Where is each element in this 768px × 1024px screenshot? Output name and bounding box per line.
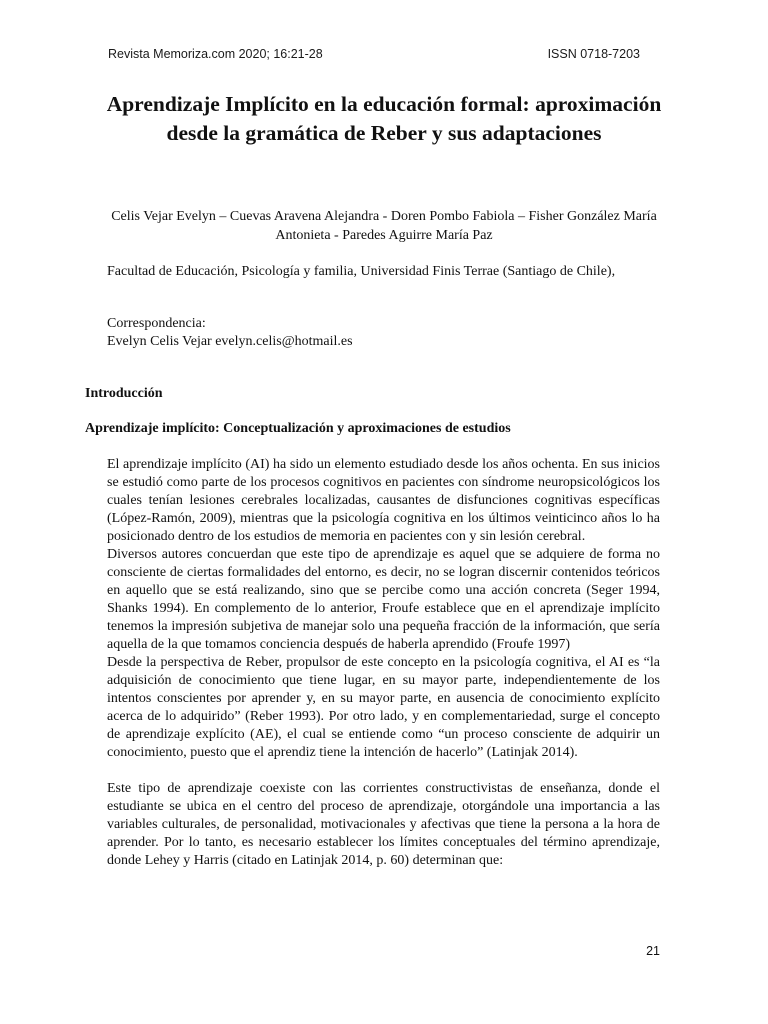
correspondence-block xyxy=(107,315,667,351)
subsection-heading: Aprendizaje implícito: Conceptualización y aproximaciones de estudios xyxy=(85,421,511,436)
affiliation: Facultad de Educación, Psicología y familia, Universidad Finis Terrae (Santiago de Chile), xyxy=(107,264,616,279)
issn: ISSN 0718-7203 xyxy=(547,47,640,61)
page-number: 21 xyxy=(646,944,660,958)
correspondence-contact: Evelyn Celis Vejar evelyn.celis@hotmail.es xyxy=(107,334,353,349)
journal-citation: Revista Memoriza.com 2020; 16:21-28 xyxy=(108,47,323,61)
author-list: Celis Vejar Evelyn – Cuevas Aravena Alejandra - Doren Pombo Fabiola – Fisher González María Antonieta - Paredes Aguirre María Paz xyxy=(111,209,657,243)
paragraph: Desde la perspectiva de Reber, propulsor de este concepto en la psicología cognitiva, el AI es “la adquisición de conocimiento que tiene lugar, en su mayor parte, independientemente de los intentos conscientes por aprender y, en su mayor parte, en ausencia de conocimiento explícito acerca de lo adquirido” (Reber 1993). Por otro lado, y en complementariedad, surge el concepto de aprendizaje explícito (AE), el cual se entiende como “un proceso consciente de adquirir un conocimiento, puesto que el aprendiz tiene la intención de hacerlo” (Latinjak 2014). xyxy=(107,655,660,760)
running-header xyxy=(108,47,640,65)
article-title: Aprendizaje Implícito en la educación formal: aproximación desde la gramática de Reber y sus adaptaciones xyxy=(106,92,662,145)
paragraph: El aprendizaje implícito (AI) ha sido un elemento estudiado desde los años ochenta. En sus inicios se estudió como parte de los procesos cognitivos en pacientes con síndrome neuropsicológicos los cuales tenían lesiones cerebrales localizadas, causantes de disfunciones cognitivas específicas (López-Ramón, 2009), mientras que la psicología cognitiva en los últimos veinticinco años lo ha posicionado dentro de los estudios de memoria en pacientes con y sin lesión cerebral. xyxy=(107,457,660,544)
body-text xyxy=(107,456,660,870)
paragraph: Diversos autores concuerdan que este tipo de aprendizaje es aquel que se adquiere de forma no consciente de ciertas formalidades del entorno, es decir, no se logran discernir contenidos teóricos en aquello que se está realizando, sino que se percibe como una acción concreta (Seger 1994, Shanks 1994). En complemento de lo anterior, Froufe establece que en el aprendizaje implícito tenemos la impresión subjetiva de manejar solo una pequeña fracción de la información, que sería aquella de la que tomamos conciencia después de haberla aprendido (Froufe 1997) xyxy=(107,547,660,652)
section-heading: Introducción xyxy=(85,386,163,401)
paragraph: Este tipo de aprendizaje coexiste con las corrientes constructivistas de enseñanza, donde el estudiante se ubica en el centro del proceso de aprendizaje, otorgándole una importancia a las variables culturales, de personalidad, motivacionales y afectivas que tiene la persona a la hora de aprender. Por lo tanto, es necesario establecer los límites conceptuales del término aprendizaje, donde Lehey y Harris (citado en Latinjak 2014, p. 60) determinan que: xyxy=(107,781,660,868)
correspondence-label: Correspondencia: xyxy=(107,316,206,331)
